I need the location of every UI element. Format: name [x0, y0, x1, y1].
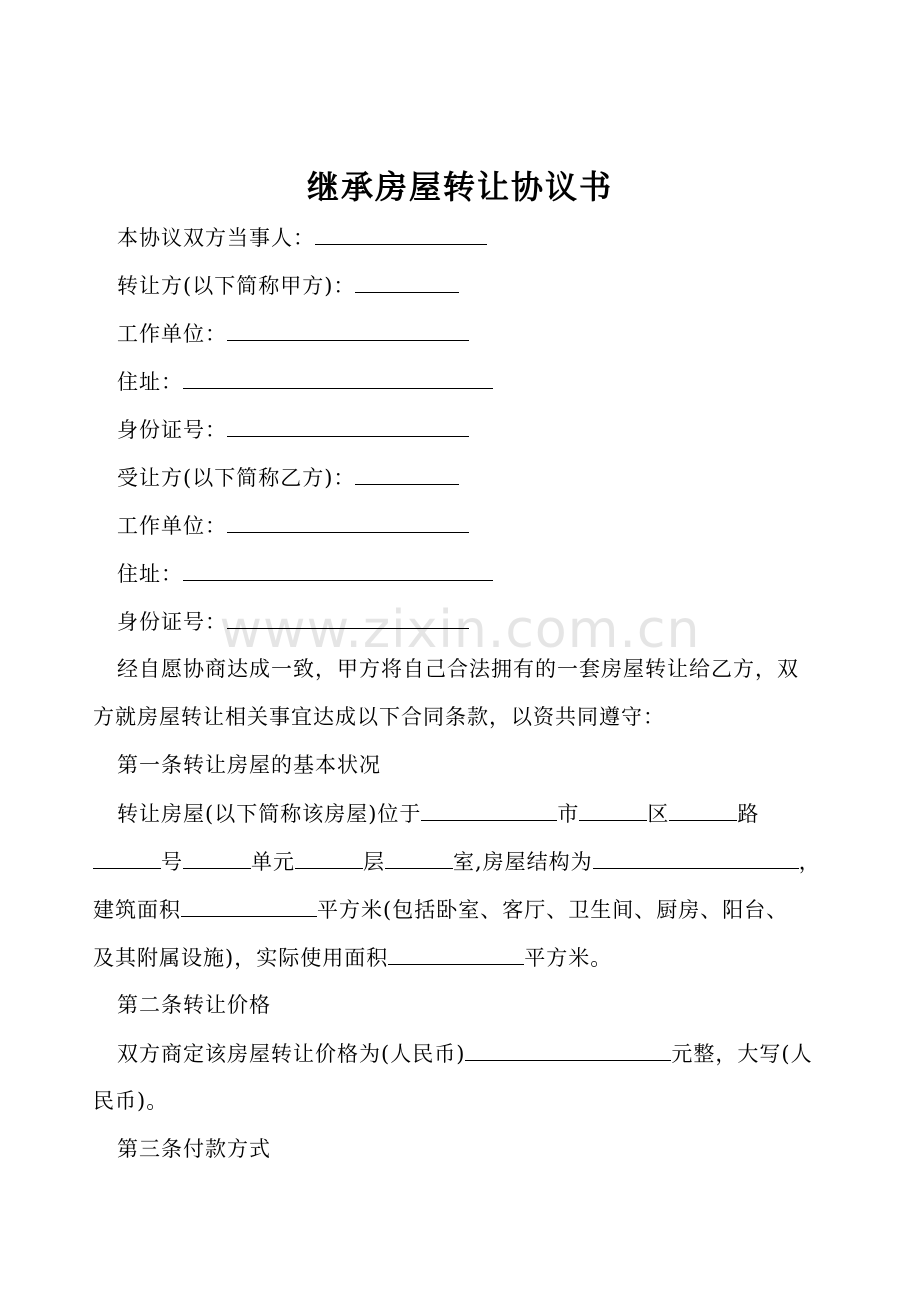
district-blank [579, 798, 647, 821]
work-unit-2-line [0, 510, 920, 541]
intro-line-1: 经自愿协商达成一致，甲方将自己合法拥有的一套房屋转让给乙方，双 [117, 657, 799, 681]
city-label: 市 [557, 802, 580, 826]
number-blank [93, 846, 161, 869]
transferor-line [0, 270, 920, 301]
unit-blank [183, 846, 251, 869]
address-2-label: 住址： [117, 562, 183, 586]
floor-blank [295, 846, 363, 869]
floor-area-unit: 平方米(包括卧室、客厅、卫生间、厨房、阳台、 [317, 898, 789, 922]
parties-label: 本协议双方当事人： [117, 226, 315, 250]
floor-area-blank [181, 894, 317, 917]
address-2-line [0, 558, 920, 589]
watermark: www.zixin.com.cn [219, 600, 701, 660]
id-number-2-blank [227, 606, 469, 629]
work-unit-2-blank [227, 510, 469, 533]
district-label: 区 [647, 802, 670, 826]
id-number-2-line [0, 606, 920, 637]
usable-area-blank [388, 942, 524, 965]
number-label: 号 [161, 850, 183, 874]
road-label: 路 [737, 802, 760, 826]
article1-para-line-3 [0, 894, 920, 925]
price-label: 双方商定该房屋转让价格为(人民币) [117, 1042, 466, 1066]
structure-end: ， [798, 850, 821, 874]
transferor-blank [355, 270, 459, 293]
price-unit: 元整，大写(人 [671, 1042, 813, 1066]
article3-heading: 第三条付款方式 [117, 1137, 271, 1161]
price-blank [465, 1038, 671, 1061]
room-label: 室,房屋结构为 [453, 850, 593, 874]
article1-para-line-4 [0, 942, 920, 973]
id-number-1-label: 身份证号： [117, 418, 227, 442]
id-number-2-label: 身份证号： [117, 610, 227, 634]
transferor-label: 转让方(以下简称甲方)： [117, 274, 356, 298]
parties-blank [315, 222, 487, 245]
room-blank [385, 846, 453, 869]
city-blank [421, 798, 557, 821]
article2-para-line-1 [0, 1038, 920, 1069]
work-unit-1-blank [227, 318, 469, 341]
transferee-line [0, 462, 920, 493]
work-unit-1-label: 工作单位： [117, 322, 227, 346]
transferee-blank [355, 462, 459, 485]
article2-para-line-2: 民币)。 [93, 1089, 169, 1113]
intro-line-2: 方就房屋转让相关事宜达成以下合同条款，以资共同遵守： [93, 705, 665, 729]
address-1-blank [183, 366, 493, 389]
address-1-label: 住址： [117, 370, 183, 394]
floor-area-label: 建筑面积 [93, 898, 181, 922]
work-unit-1-line [0, 318, 920, 349]
transferee-label: 受让方(以下简称乙方)： [117, 466, 356, 490]
id-number-1-blank [227, 414, 469, 437]
unit-label: 单元 [251, 850, 295, 874]
id-number-1-line [0, 414, 920, 445]
work-unit-2-label: 工作单位： [117, 514, 227, 538]
parties-line [0, 222, 920, 253]
location-label: 转让房屋(以下简称该房屋)位于 [117, 802, 422, 826]
article1-heading: 第一条转让房屋的基本状况 [117, 753, 381, 777]
road-blank [669, 798, 737, 821]
document-title: 继承房屋转让协议书 [306, 168, 613, 206]
article1-para-line-1 [0, 798, 920, 829]
structure-blank [593, 846, 799, 869]
usable-area-unit: 平方米。 [524, 946, 613, 970]
floor-label: 层 [363, 850, 385, 874]
article2-heading: 第二条转让价格 [117, 993, 271, 1017]
address-1-line [0, 366, 920, 397]
address-2-blank [183, 558, 493, 581]
usable-area-label: 及其附属设施)，实际使用面积 [93, 946, 389, 970]
article1-para-line-2 [0, 846, 920, 877]
